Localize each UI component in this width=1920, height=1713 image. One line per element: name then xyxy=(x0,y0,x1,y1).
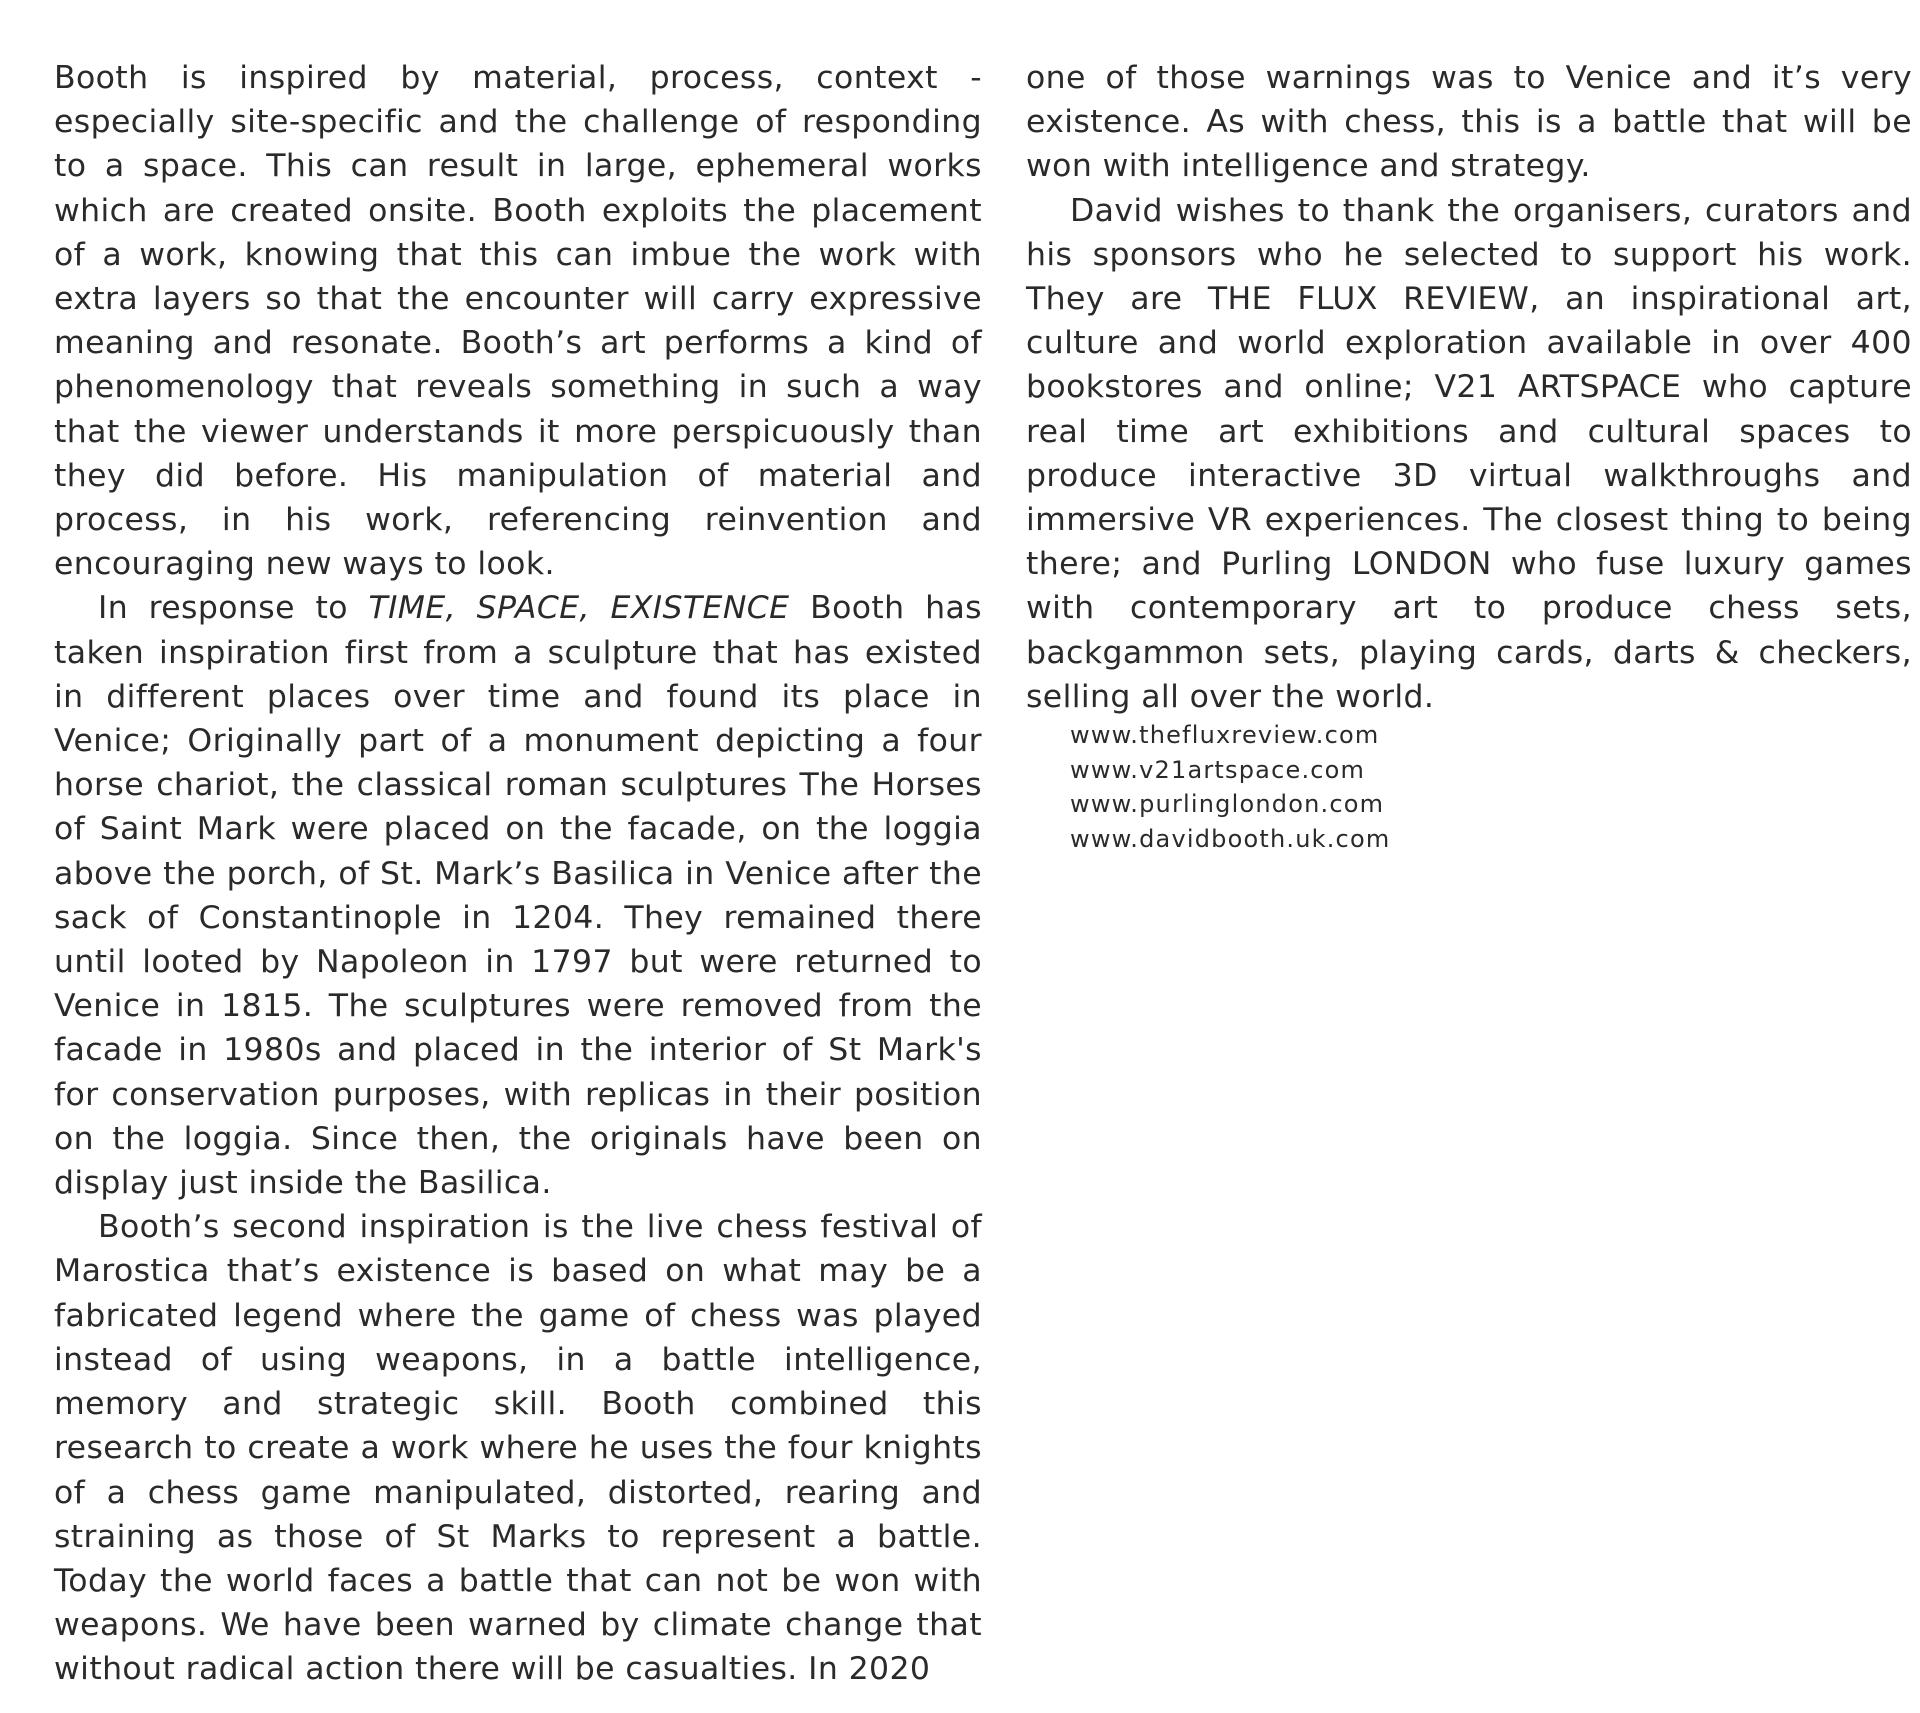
exhibition-title: TIME, SPACE, EXISTENCE xyxy=(368,590,790,627)
link-flux-review[interactable]: www.thefluxreview.com xyxy=(1070,721,1380,749)
response-prefix: In response to xyxy=(98,590,369,627)
link-v21-artspace[interactable]: www.v21artspace.com xyxy=(1070,755,1366,784)
website-links xyxy=(1070,718,1390,856)
left-text-column xyxy=(54,56,982,1692)
paragraph-continuation: one of those warnings was to Venice and it’s very existence. As with chess, this is a battle that will be won with intelligence and strategy. xyxy=(1026,60,1912,185)
paragraph-second-inspiration: Booth’s second inspiration is the live chess festival of Marostica that’s existence is based on what may be a fabricated legend where the game of chess was played instead of using weapons, in a battle intelligence, memory and strategic skill. Booth combined this research to create a work where he uses the four knights of a chess game manipulated, distorted, rearing and straining as those of St Marks to represent a battle. Today the world faces a battle that can not be won with weapons. We have been warned by climate change that without radical action there will be casualties. In 2020 xyxy=(54,1209,982,1688)
response-body: Booth has taken inspiration first from a sculpture that has existed in different places over time and found its place in Venice; Originally part of a monument depicting a four horse chariot, the classical roman sculptures The Horses of Saint Mark were placed on the facade, on the loggia above the porch, of St. Mark’s Basilica in Venice after the sack of Constantinople in 1204. They remained there until looted by Napoleon in 1797 but were returned to Venice in 1815. The sculptures were removed from the facade in 1980s and placed in the interior of St Mark's for conservation purposes, with replicas in their position on the loggia. Since then, the originals have been on display just inside the Basilica. xyxy=(54,590,982,1202)
link-david-booth[interactable]: www.davidbooth.uk.com xyxy=(1070,824,1391,853)
paragraph-inspiration: Booth is inspired by material, process, context - especially site-specific and the challenge of responding to a space. This can result in large, ephemeral works which are created onsite. Booth exploits the placement of a work, knowing that this can imbue the work with extra layers so that the encounter will carry expressive meaning and resonate. Booth’s art performs a kind of phenomenology that reveals something in such a way that the viewer understands it more perspicuously than they did before. His manipulation of material and process, in his work, referencing reinvention and encouraging new ways to look. xyxy=(54,60,982,583)
paragraph-thanks: David wishes to thank the organisers, curators and his sponsors who he selected to support his work. They are THE FLUX REVIEW, an inspirational art, culture and world exploration available in over 400 bookstores and online; V21 ARTSPACE who capture real time art exhibitions and cultural spaces to produce interactive 3D virtual walkthroughs and immersive VR experiences. The closest thing to being there; and Purling LONDON who fuse luxury games with contemporary art to produce chess sets, backgammon sets, playing cards, darts & checkers, selling all over the world. xyxy=(1026,192,1912,715)
paragraph-response xyxy=(54,586,982,1205)
right-text-column xyxy=(1026,56,1912,719)
link-purling-london[interactable]: www.purlinglondon.com xyxy=(1070,790,1385,818)
